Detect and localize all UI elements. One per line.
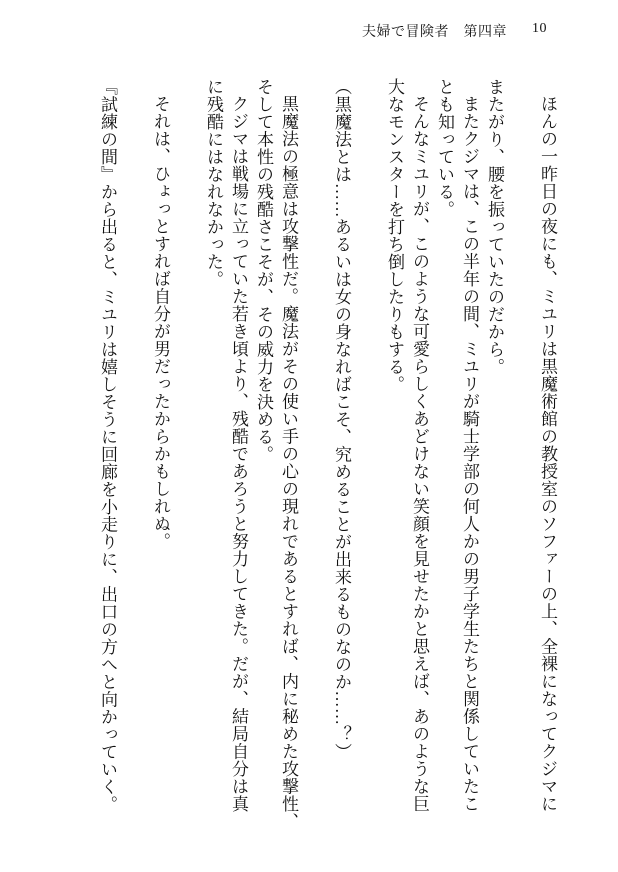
text-line: 『試練の間』から出ると、ミユリは嬉しそうに回廊を小走りに、出口の方へと向かっていく。	[98, 78, 117, 813]
text-line: とも知っている。	[435, 78, 454, 218]
text-line: そんなミユリが、このような可愛らしくあどけない笑顔を見せたかと思えば、あのような巨	[410, 95, 429, 813]
text-line: 黒魔法の極意は攻撃性だ。魔法がその使い手の心の現れであるとすれば、内に秘めた攻撃性、	[279, 95, 298, 830]
vertical-text-block	[95, 78, 560, 830]
text-line: （黒魔法とは……あるいは女の身なればこそ、究めることが出来るものなのか……？）	[332, 78, 351, 761]
text-line: またクジマは、この半年の間、ミユリが騎士学部の何人かの男子学生たちと関係していたこ	[460, 95, 479, 813]
chapter-title: 夫婦で冒険者 第四章	[362, 25, 507, 40]
text-line: そして本性の残酷さこそが、その威力を決める。	[254, 78, 273, 463]
text-line: ほんの一昨日の夜にも、ミユリは黒魔術館の教授室のソファーの上、全裸になってクジマに	[538, 95, 557, 813]
text-line: またがり、腰を振っていたのだから。	[485, 78, 504, 376]
text-line: 大なモンスターを打ち倒したりもする。	[385, 78, 404, 393]
text-line: クジマは戦場に立っていた若き頃より、残酷であろうと努力してきた。だが、結局自分は真	[229, 95, 248, 813]
running-head	[0, 21, 618, 41]
text-line: に残酷にはなれなかった。	[204, 78, 223, 288]
page-number: 10	[532, 21, 547, 36]
text-line: それは、ひょっとすれば自分が男だったからかもしれぬ。	[151, 95, 170, 550]
